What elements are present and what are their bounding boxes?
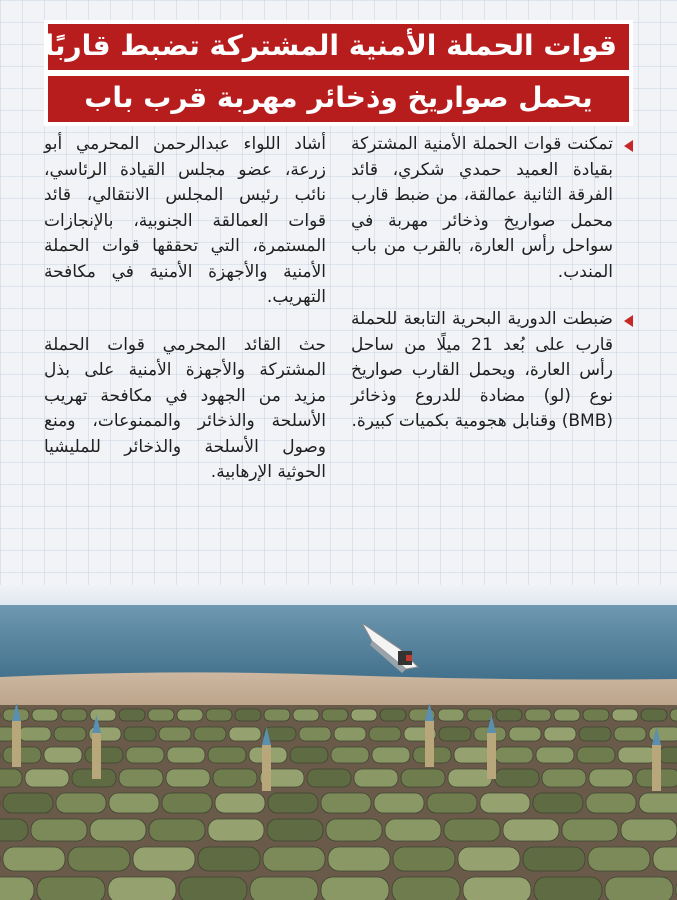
ammo-bundle: [372, 747, 410, 763]
ammo-bundle: [588, 847, 650, 871]
ammo-bundle: [159, 727, 191, 741]
bullet-marker-icon: [624, 140, 633, 152]
rocket-body: [92, 733, 101, 779]
ammo-bundle: [589, 769, 633, 787]
paragraph-praise: [44, 132, 326, 311]
ammo-bundle: [31, 819, 87, 841]
ammo-bundle: [119, 769, 163, 787]
headline-line-2: يحمل صواريخ وذخائر مهربة قرب باب: [48, 76, 629, 122]
ammo-bundle: [322, 709, 348, 721]
ammo-bundle: [0, 877, 34, 900]
paragraph-patrol: [351, 307, 633, 435]
ammo-bundle: [166, 769, 210, 787]
headline-line-1: قوات الحملة الأمنية المشتركة تضبط قاربًا: [48, 24, 629, 70]
ammo-bundle: [326, 819, 382, 841]
ammo-bundle: [579, 727, 611, 741]
ammo-bundle: [385, 819, 441, 841]
ammo-bundle: [194, 727, 226, 741]
ammo-bundle: [458, 847, 520, 871]
ammo-bundle: [68, 847, 130, 871]
ammo-bundle: [393, 847, 455, 871]
ammo-bundle: [108, 877, 176, 900]
ammo-bundle: [495, 769, 539, 787]
ammo-bundle: [208, 747, 246, 763]
ammo-bundle: [321, 877, 389, 900]
ammo-bundle: [109, 793, 159, 813]
ammo-bundle: [90, 709, 116, 721]
ammo-bundle: [267, 819, 323, 841]
ammo-bundle: [454, 747, 492, 763]
ammo-bundle: [263, 847, 325, 871]
ammo-bundle: [438, 709, 464, 721]
ammo-bundle: [448, 769, 492, 787]
rocket-body: [425, 721, 434, 767]
ammo-bundle: [177, 709, 203, 721]
ammo-bundle: [198, 847, 260, 871]
ammo-bundle: [653, 847, 677, 871]
ammo-bundle: [612, 709, 638, 721]
ammo-bundle: [229, 727, 261, 741]
ammo-bundle: [374, 793, 424, 813]
paragraph-text: أشاد اللواء عبدالرحمن المحرمي أبو زرعة، عضو مجلس القيادة الرئاسي، نائب رئيس المجلس الانتقالي، قائد قوات العمالقة الجنوبية، بالإنجازات المستمرة، التي تحققها قوات الحملة الأمنية والأجهزة الأمنية في مكافحة التهريب.: [44, 134, 326, 307]
ammo-bundle: [439, 727, 471, 741]
rocket-body: [487, 733, 496, 779]
ammo-bundle: [54, 727, 86, 741]
ammo-bundle: [554, 709, 580, 721]
ammo-bundle: [148, 709, 174, 721]
ammo-bundle: [85, 747, 123, 763]
ammo-bundle: [380, 709, 406, 721]
left-column: [44, 132, 326, 508]
ammo-bundle: [235, 709, 261, 721]
bullet-marker-icon: [624, 315, 633, 327]
ammo-bundle: [321, 793, 371, 813]
ammo-bundle: [495, 747, 533, 763]
ammo-bundle: [621, 819, 677, 841]
ammo-bundle: [213, 769, 257, 787]
ammo-bundle: [544, 727, 576, 741]
ammo-bundle: [480, 793, 530, 813]
ammo-bundle: [463, 877, 531, 900]
ammo-bundle: [37, 877, 105, 900]
ammo-bundle: [328, 847, 390, 871]
ammo-bundle: [331, 747, 369, 763]
ammo-bundle: [3, 793, 53, 813]
ammo-bundle: [334, 727, 366, 741]
sky-area: [0, 585, 677, 607]
ammo-bundle: [392, 877, 460, 900]
ammo-bundle: [126, 747, 164, 763]
ammo-bundle: [533, 793, 583, 813]
ammo-bundle: [534, 877, 602, 900]
ammo-bundle: [56, 793, 106, 813]
ammo-bundle: [641, 709, 667, 721]
ammo-bundle: [583, 709, 609, 721]
ammo-bundle: [44, 747, 82, 763]
ammo-bundle: [351, 709, 377, 721]
ammo-bundle: [124, 727, 156, 741]
paragraph-text: ضبطت الدورية البحرية التابعة للحملة قارب على بُعد 21 ميلًا من ساحل رأس العارة، ويحمل القارب صواريخ نوع (لو) مضادة للدروع وذخائر (BMB) وقنابل هجومية بكميات كبيرة.: [351, 309, 613, 431]
ammo-bundle: [586, 793, 636, 813]
ammo-bundle: [250, 877, 318, 900]
ammo-bundle: [133, 847, 195, 871]
ammo-bundle: [649, 727, 677, 741]
ammo-bundle: [369, 727, 401, 741]
ammo-bundle: [25, 769, 69, 787]
ammo-bundle: [523, 847, 585, 871]
ammo-bundle: [618, 747, 656, 763]
rocket-body: [12, 721, 21, 767]
ammo-bundle: [19, 727, 51, 741]
ammo-bundle: [208, 819, 264, 841]
ammo-bundle: [290, 747, 328, 763]
ammo-bundle: [90, 819, 146, 841]
ammo-bundle: [61, 709, 87, 721]
paragraph-seizure: [351, 132, 633, 285]
ammo-bundle: [206, 709, 232, 721]
ammo-bundle: [509, 727, 541, 741]
ammo-bundle: [562, 819, 618, 841]
ammo-bundle: [299, 727, 331, 741]
ammo-bundle: [264, 709, 290, 721]
paragraph-urge: [44, 333, 326, 486]
paragraph-text: تمكنت قوات الحملة الأمنية المشتركة بقيادة العميد حمدي شكري، قائد الفرقة الثانية عمالقة، من ضبط قارب محمل صواريخ وذخائر مهربة في سواحل رأس العارة، بالقرب من باب المندب.: [351, 134, 613, 282]
ammo-bundle: [427, 793, 477, 813]
rocket-body: [652, 745, 661, 791]
ammo-bundle: [3, 747, 41, 763]
ammo-bundle: [162, 793, 212, 813]
ammo-bundle: [354, 769, 398, 787]
ammo-bundle: [149, 819, 205, 841]
ammo-bundle: [32, 709, 58, 721]
ammo-bundle: [670, 709, 677, 721]
ammo-bundle: [614, 727, 646, 741]
ammo-bundle: [167, 747, 205, 763]
sea-area: [0, 605, 677, 685]
ammo-bundle: [503, 819, 559, 841]
ammo-bundle: [3, 847, 65, 871]
ammo-bundle: [307, 769, 351, 787]
ammo-bundle: [268, 793, 318, 813]
ammo-bundle: [119, 709, 145, 721]
ammo-bundle: [401, 769, 445, 787]
ammo-bundle: [536, 747, 574, 763]
ammo-bundle: [659, 747, 677, 763]
ammo-bundle: [542, 769, 586, 787]
ammo-bundle: [467, 709, 493, 721]
ammo-bundle: [293, 709, 319, 721]
ammo-bundle: [179, 877, 247, 900]
ammo-bundle: [605, 877, 673, 900]
ammo-bundle: [0, 769, 22, 787]
ammo-bundle: [444, 819, 500, 841]
ammo-bundle: [0, 819, 28, 841]
ammo-bundle: [496, 709, 522, 721]
right-column: [351, 132, 633, 457]
ammo-bundle: [215, 793, 265, 813]
paragraph-text: حث القائد المحرمي قوات الحملة المشتركة والأجهزة الأمنية على بذل مزيد من الجهود في مكافحة تهريب الأسلحة والذخائر والممنوعات، ومنع وصول الأسلحة والذخائر للمليشيا الحوثية الإرهابية.: [44, 334, 326, 482]
seized-ammunition-photo: [0, 585, 677, 900]
rocket-body: [262, 745, 271, 791]
ammo-bundle: [639, 793, 677, 813]
ammo-bundle: [577, 747, 615, 763]
ammo-bundle: [525, 709, 551, 721]
